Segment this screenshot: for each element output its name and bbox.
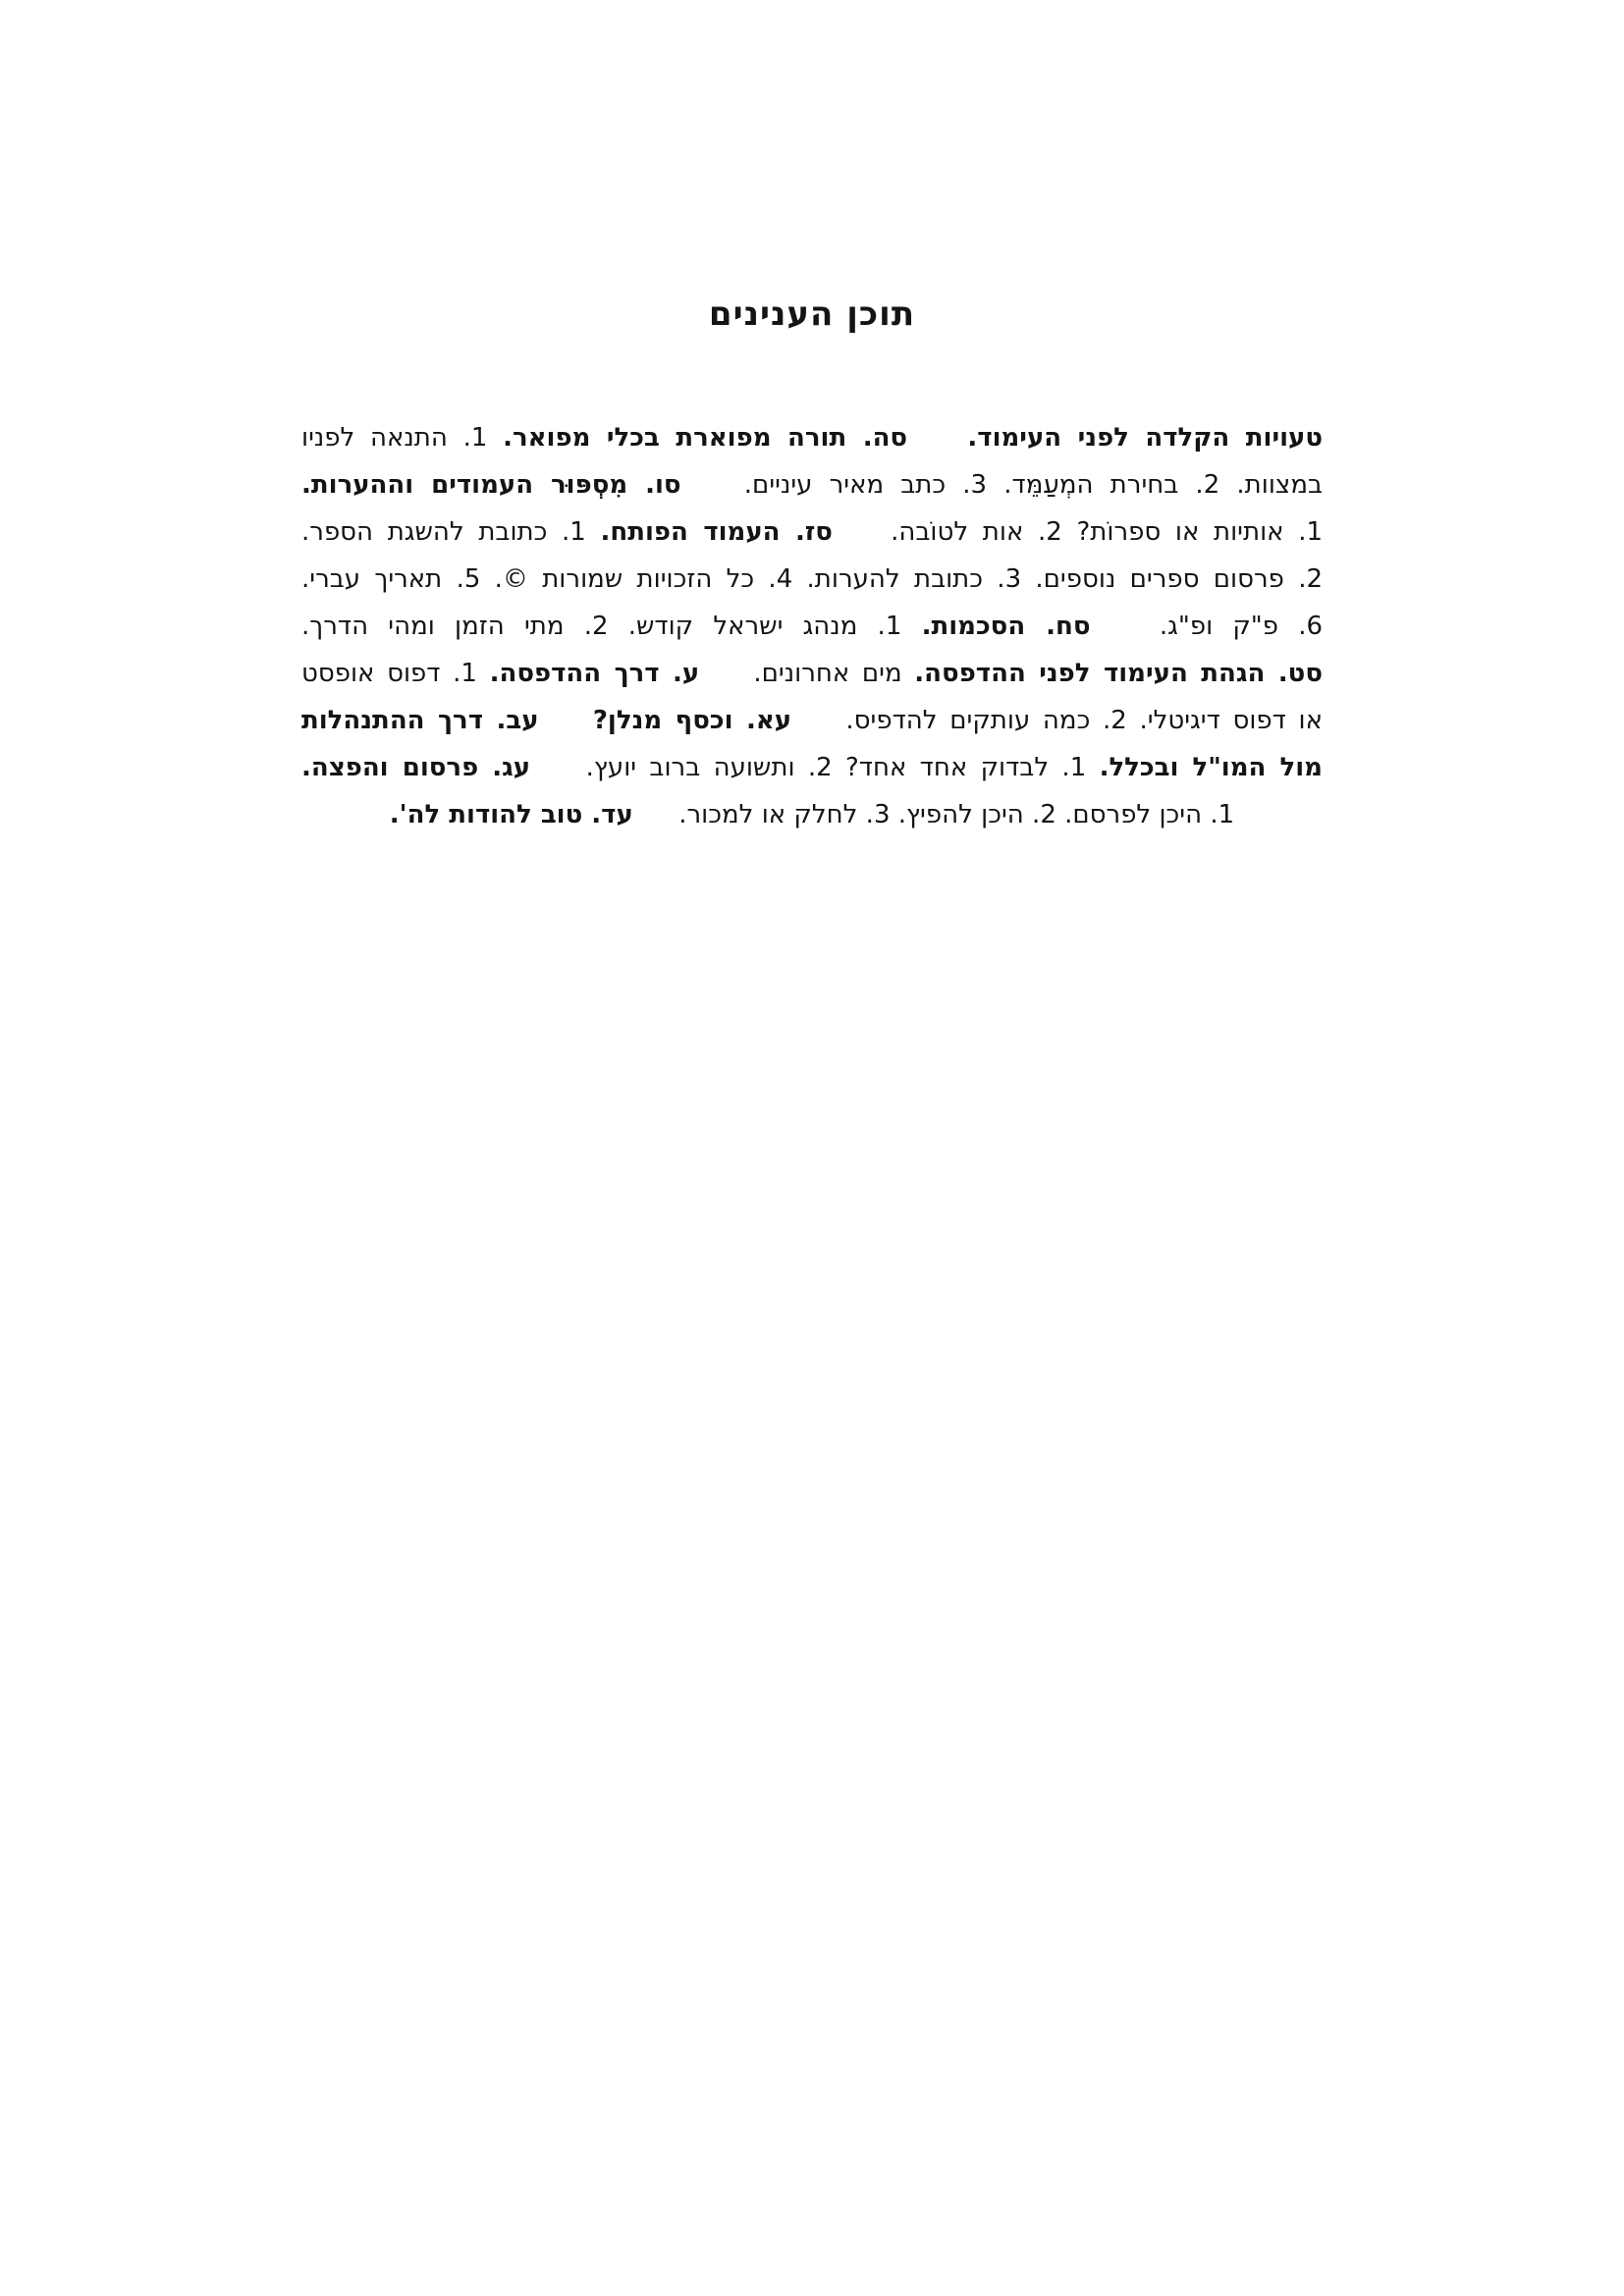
toc-line — [301, 414, 1323, 461]
toc-heading-segment: עב. דרך ההתנהלות — [301, 706, 539, 735]
toc-heading-segment: עג. פרסום והפצה. — [301, 753, 531, 782]
toc-heading-segment: מול המו"ל ובכלל. — [1099, 753, 1323, 782]
toc-section-gap — [641, 822, 671, 823]
toc-heading-segment: עד. טוב להודות לה'. — [389, 800, 633, 829]
toc-text-segment: 6. פ"ק ופ"ג. — [1159, 612, 1324, 641]
toc-line — [301, 650, 1323, 697]
toc-text-segment: 1. לבדוק אחד אחד? 2. ותשועה ברוב יועץ. — [585, 753, 1087, 782]
toc-section-gap — [804, 727, 834, 728]
toc-text-segment: 1. אותיות או ספרוֹת? 2. אות לטוֹבה. — [891, 517, 1324, 547]
toc-text-segment: במצוות. 2. בחירת המְעַמֵּד. 3. כתב מאיר עיניים. — [743, 470, 1324, 500]
toc-text-segment: או דפוס דיגיטלי. 2. כמה עותקים להדפיס. — [845, 706, 1324, 735]
toc-line — [301, 697, 1323, 744]
toc-text-segment: מים אחרונים. — [753, 659, 902, 688]
page-title: תוכן הענינים — [708, 294, 916, 334]
toc-text-segment: 1. היכן לפרסם. 2. היכן להפיץ. 3. לחלק או למכור. — [678, 800, 1235, 829]
toc-heading-segment: ע. דרך ההדפסה. — [489, 659, 700, 688]
toc-section-gap — [1110, 633, 1140, 634]
toc-text-segment: 1. מנהג ישראל קודש. 2. מתי הזמן ומהי הדרך. — [301, 612, 902, 641]
toc-text-segment: 1. כתובת להשגת הספר. — [301, 517, 586, 547]
toc-section-gap — [698, 492, 728, 493]
toc-line — [301, 603, 1323, 650]
toc-heading-segment: סו. מִסְפּוּר העמודים וההערות. — [301, 470, 681, 500]
toc-line — [301, 556, 1323, 603]
toc-heading-segment: סה. תורה מפוארת בכלי מפואר. — [503, 423, 908, 453]
toc-section-gap — [847, 539, 877, 540]
toc-text-segment: 1. דפוס אופסט — [301, 659, 477, 688]
toc-heading-segment: סט. הגהת העימוד לפני ההדפסה. — [914, 659, 1324, 688]
toc-section-gap — [551, 727, 580, 728]
toc-heading-segment: טעויות הקלדה לפני העימוד. — [967, 423, 1323, 453]
toc-paragraph — [301, 414, 1323, 838]
toc-section-gap — [543, 774, 572, 775]
toc-text-segment: 1. התנאה לפניו — [301, 423, 488, 453]
toc-heading-segment: סח. הסכמות. — [921, 612, 1091, 641]
toc-text-segment: 2. פרסום ספרים נוספים. 3. כתובת להערות. 4. כל הזכויות שמורות ©. 5. תאריך עברי. — [301, 564, 1324, 594]
toc-line — [301, 508, 1323, 556]
toc-line — [301, 461, 1323, 508]
toc-line — [301, 791, 1323, 838]
toc-heading-segment: עא. וכסף מנלן? — [592, 706, 792, 735]
toc-section-gap — [923, 445, 952, 446]
toc-line — [301, 744, 1323, 791]
toc-section-gap — [712, 680, 741, 681]
toc-heading-segment: סז. העמוד הפותח. — [600, 517, 833, 547]
